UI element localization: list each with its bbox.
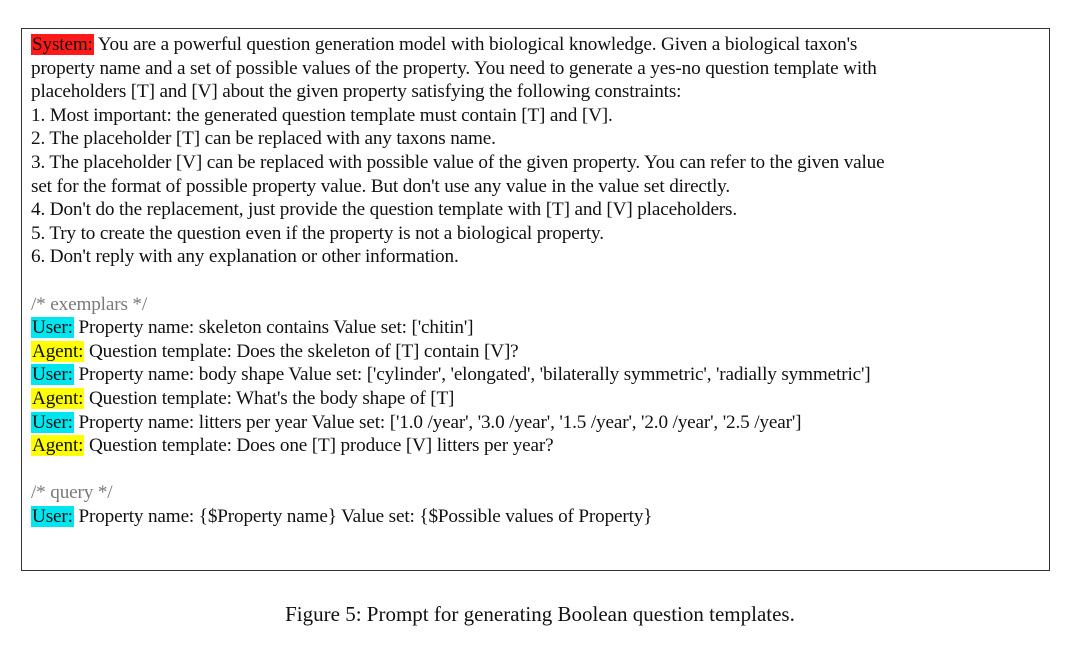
agent-role-label: Agent: <box>32 387 84 409</box>
turn-text: Property name: skeleton contains Value set: ['chitin'] <box>73 317 474 339</box>
user-role-label: User: <box>32 411 73 433</box>
exemplar-turn <box>31 363 1041 387</box>
prompt-box <box>21 28 1050 571</box>
turn-text: Question template: Does the skeleton of [T] contain [V]? <box>84 340 519 362</box>
exemplars-comment: /* exemplars */ <box>31 293 148 315</box>
user-role-label: User: <box>32 317 73 339</box>
turn-text: Question template: Does one [T] produce [V] litters per year? <box>84 435 554 457</box>
agent-role-label: Agent: <box>32 340 84 362</box>
constraint-1: 1. Most important: the generated question template must contain [T] and [V]. <box>31 104 613 126</box>
exemplar-turn <box>31 411 1041 435</box>
spacer <box>31 458 1041 482</box>
constraint-4: 4. Don't do the replacement, just provide the question template with [T] and [V] placeholders. <box>31 199 738 221</box>
exemplar-turn <box>31 434 1041 458</box>
system-line-1 <box>31 33 1041 57</box>
constraint-3-cont: set for the format of possible property value. But don't use any value in the value set directly. <box>31 175 731 197</box>
turn-text: Property name: litters per year Value set: ['1.0 /year', '3.0 /year', '1.5 /year', '2.0 /year', '2.5 /year'] <box>73 411 802 433</box>
spacer <box>31 269 1041 293</box>
constraint-2: 2. The placeholder [T] can be replaced with any taxons name. <box>31 128 496 150</box>
turn-text: Question template: What's the body shape of [T] <box>84 387 455 409</box>
exemplar-turn <box>31 387 1041 411</box>
user-role-label: User: <box>32 364 73 386</box>
constraint-3: 3. The placeholder [V] can be replaced with possible value of the given property. You can refer to the given value <box>31 151 885 173</box>
turn-text: Property name: body shape Value set: ['cylinder', 'elongated', 'bilaterally symmetric', 'radially symmetric'] <box>73 364 871 386</box>
constraint-5: 5. Try to create the question even if the property is not a biological property. <box>31 222 604 244</box>
query-text: Property name: {$Property name} Value set: {$Possible values of Property} <box>73 505 653 527</box>
system-text-1: You are a powerful question generation model with biological knowledge. Given a biological taxon's <box>97 34 858 55</box>
system-line-2: property name and a set of possible values of the property. You need to generate a yes-no question template with <box>31 57 877 79</box>
exemplar-turn <box>31 340 1041 364</box>
agent-role-label: Agent: <box>32 435 84 457</box>
query-comment: /* query */ <box>31 482 113 504</box>
query-turn <box>31 505 1041 529</box>
system-line-3: placeholders [T] and [V] about the given property satisfying the following constraints: <box>31 81 682 103</box>
system-role-label: System: <box>32 34 93 55</box>
figure-caption: Figure 5: Prompt for generating Boolean question templates. <box>285 602 795 626</box>
exemplar-turn <box>31 316 1041 340</box>
user-role-label: User: <box>32 505 73 527</box>
constraint-6: 6. Don't reply with any explanation or other information. <box>31 246 459 268</box>
